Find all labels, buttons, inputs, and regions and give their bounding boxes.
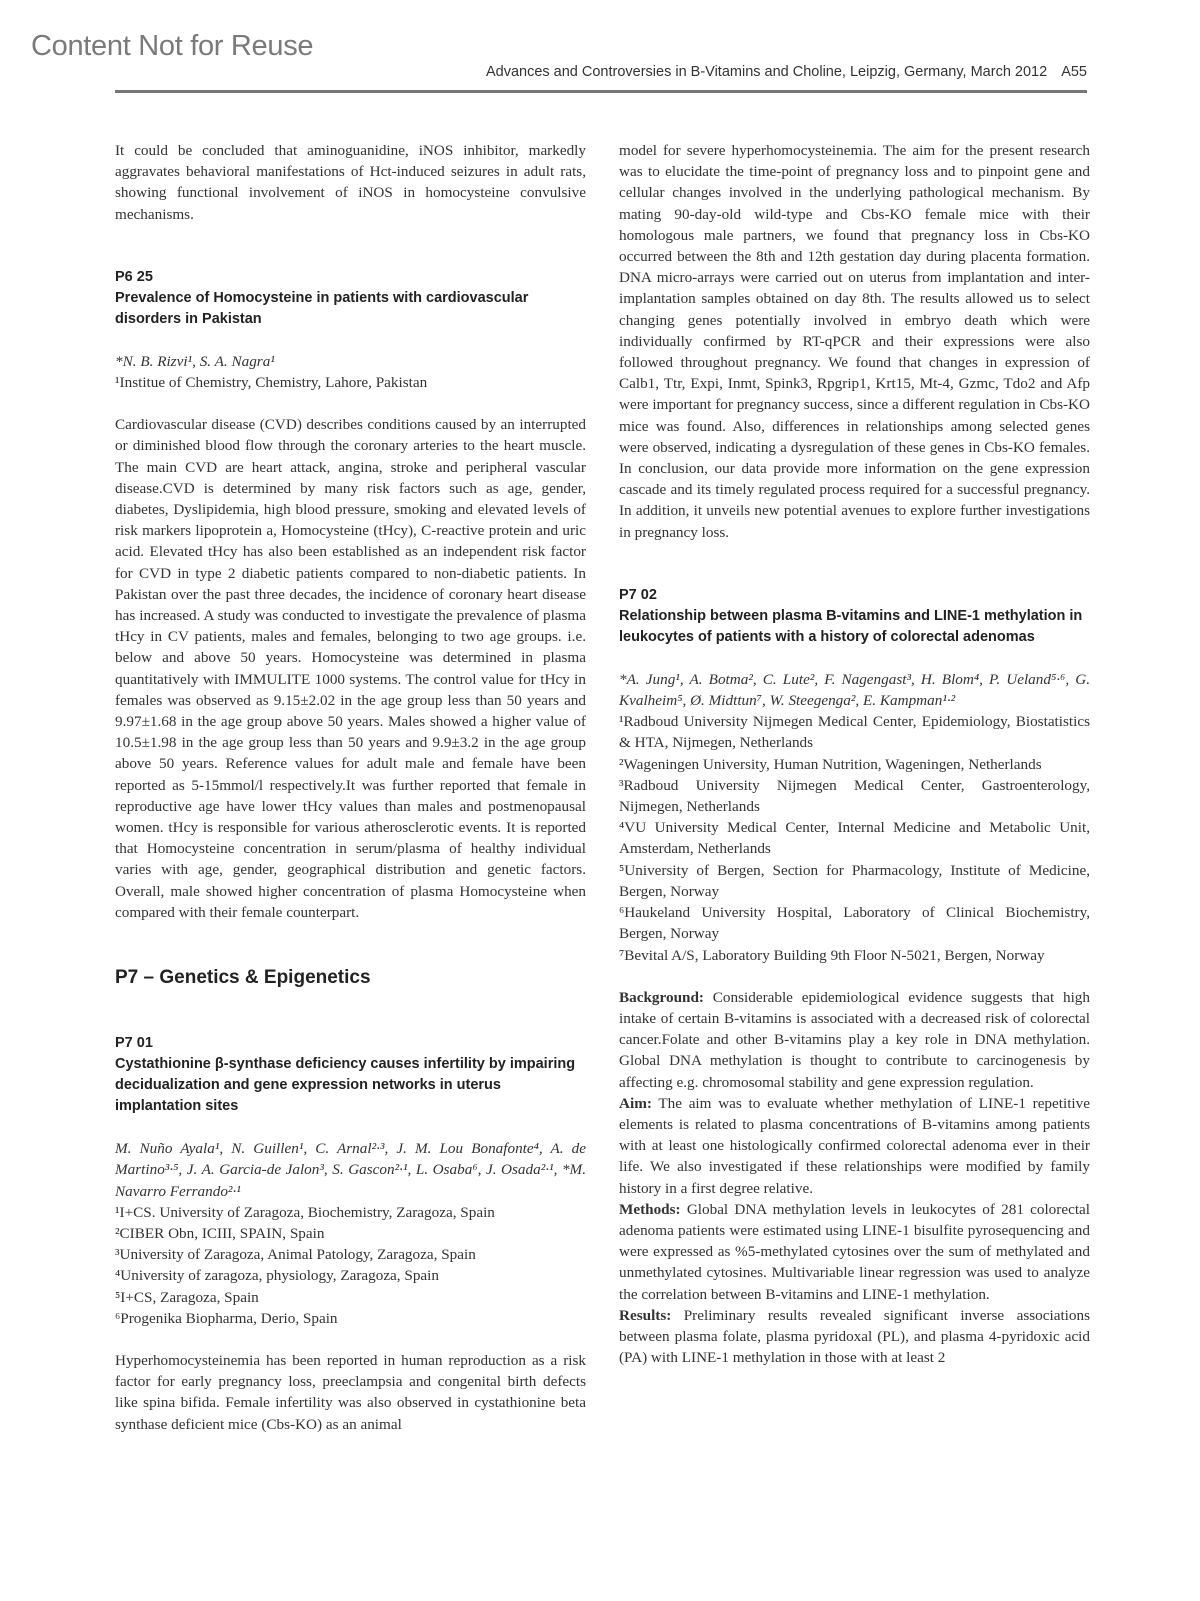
abstract-p7-01: [115, 1033, 586, 1435]
affiliation: ³Radboud University Nijmegen Medical Center, Gastroenterology, Nijmegen, Netherlands: [619, 776, 1090, 816]
author-list: M. Nuño Ayala¹, N. Guillen¹, C. Arnal²·³, J. M. Lou Bonafonte⁴, A. de Martino³·⁵, J. A. Garcia-de Jalon³, S. Gascon²·¹, L. Osaba⁶, J. Osada²·¹, *M. Navarro Ferrando²·¹: [115, 1140, 586, 1200]
affiliation: ³University of Zaragoza, Animal Patology, Zaragoza, Spain: [115, 1246, 476, 1264]
affiliation: ⁶Haukeland University Hospital, Laboratory of Clinical Biochemistry, Bergen, Norway: [619, 904, 1090, 943]
affiliation: ⁴University of zaragoza, physiology, Zaragoza, Spain: [115, 1267, 439, 1285]
affiliation: ¹Radboud University Nijmegen Medical Center, Epidemiology, Biostatistics & HTA, Nijmegen, Netherlands: [619, 713, 1090, 752]
section-text: The aim was to evaluate whether methylation of LINE-1 repetitive elements is related to plasma concentrations of B-vitamins among patients with at least one histologically confirmed colorectal adenoma ever in their life. We also investigated if these relationships were modified by family history in a first degree relative.: [619, 1094, 1090, 1197]
left-column: [115, 140, 586, 1435]
abstract-title: Relationship between plasma B-vitamins and LINE-1 methylation in leukocytes of patients with a history of colorectal adenomas: [619, 607, 1083, 645]
aim-paragraph: [619, 1093, 1090, 1199]
author-list: *A. Jung¹, A. Botma², C. Lute², F. Nagengast³, H. Blom⁴, P. Ueland⁵·⁶, G. Kvalheim⁵, Ø. Midttun⁷, W. Steegenga², E. Kampman¹·²: [619, 670, 1090, 710]
abstract-id: P7 01: [115, 1035, 153, 1052]
affiliation: ⁴VU University Medical Center, Internal Medicine and Metabolic Unit, Amsterdam, Netherlands: [619, 819, 1090, 858]
abstract-p6-25: [115, 267, 586, 923]
affiliation: ²CIBER Obn, ICIII, SPAIN, Spain: [115, 1224, 325, 1242]
affiliation: ¹I+CS. University of Zaragoza, Biochemistry, Zaragoza, Spain: [115, 1203, 495, 1221]
watermark: Content Not for Reuse: [31, 30, 314, 62]
section-label: Methods:: [619, 1200, 681, 1218]
abstract-body: Hyperhomocysteinemia has been reported in human reproduction as a risk factor for early pregnancy loss, preeclampsia and congenital birth defects like spina bifida. Female infertility was also observed in cystathionine beta synthase deficient mice (Cbs-KO) as an animal: [115, 1351, 586, 1433]
methods-paragraph: [619, 1199, 1090, 1305]
abstract-body: Cardiovascular disease (CVD) describes conditions caused by an interrupted or diminished blood flow through the coronary arteries to the heart muscle. The main CVD are heart attack, angina, stroke and peripheral vascular disease.CVD is determined by many risk factors such as age, gender, diabetes, Dyslipidemia, high blood pressure, smoking and elevated levels of risk markers lipoprotein a, Homocysteine (tHcy), C-reactive protein and uric acid. Elevated tHcy has also been established as an independent risk factor for CVD in type 2 diabetic patients compared to non-diabetic patients. In Pakistan over the past three decades, the incidence of coronary heart disease has increased. A study was conducted to investigate the prevalence of plasma tHcy in CV patients, males and females, belonging to two age groups. i.e. below and above 50 years. Homocysteine was determined in plasma quantitatively with IMMULITE 1000 systems. The control value for tHcy in females was observed as 9.15±2.02 in the age group less than 50 years and 9.97±1.68 in the age group above 50 years. Males showed a higher value of 10.5±1.98 in the age group less than 50 years and 9.9±3.2 in the age group above 50 years. Reference values for adult male and female have been reported as 5-15mmol/l respectively.It was further reported that female in reproductive age have lower tHcy values than males and postmenopausal women. tHcy is responsible for various atherosclerotic events. It is reported that Homocysteine concentration in serum/plasma of healthy individual varies with age, gender, geographical distribution and genetic factors. Overall, male showed higher concentration of plasma Homocysteine when compared with their female counterpart.: [115, 416, 586, 921]
journal-title: Advances and Controversies in B-Vitamins and Choline, Leipzig, Germany, March 2012: [485, 64, 1048, 80]
abstract-p7-02: [619, 585, 1090, 1369]
background-paragraph: [619, 987, 1090, 1093]
affiliation: ²Wageningen University, Human Nutrition, Wageningen, Netherlands: [619, 755, 1042, 773]
continuation-paragraph: It could be concluded that aminoguanidine, iNOS inhibitor, markedly aggravates behavioral manifestations of Hct-induced seizures in adult rats, showing functional involvement of iNOS in homocysteine convulsive mechanisms.: [115, 142, 586, 223]
section-label: Aim:: [619, 1094, 652, 1112]
section-text: Global DNA methylation levels in leukocytes of 281 colorectal adenoma patients were estimated using LINE-1 bisulfite pyrosequencing and were expressed as %5-methylated cytosines over the sum of methylated and unmethylated cytosines. Multivariable linear regression was used to analyze the correlation between B-vitamins and LINE-1 methylation.: [619, 1200, 1090, 1303]
abstract-id: P7 02: [619, 586, 657, 603]
affiliation: ⁵University of Bergen, Section for Pharmacology, Institute of Medicine, Bergen, Norway: [619, 861, 1090, 900]
affiliation: ⁶Progenika Biopharma, Derio, Spain: [115, 1309, 338, 1327]
section-label: Results:: [619, 1306, 672, 1324]
affiliation: ¹Institue of Chemistry, Chemistry, Lahore, Pakistan: [115, 374, 428, 392]
abstract-title: Cystathionine β-synthase deficiency causes infertility by impairing decidualization and gene expression networks in uterus implantation sites: [115, 1056, 576, 1115]
continuation-paragraph: model for severe hyperhomocysteinemia. The aim for the present research was to elucidate the time-point of pregnancy loss and to pinpoint gene and cellular changes involved in the underlying pathological mechanism. By mating 90-day-old wild-type and Cbs-KO female mice with their homologous male partners, we found that pregnancy loss in Cbs-KO occurred between the 8th and 12th gestation day during placenta formation. DNA micro-arrays were carried out on uterus from implantation and inter-implantation samples obtained on day 8th. The results allowed us to select changing genes potentially involved in embryo death which were individually confirmed by RT-qPCR and their expressions were also followed throughout pregnancy. We found that changes in expression of Calb1, Ttr, Expi, Inmt, Spink3, Rpgrip1, Krt15, Mt-4, Gzmc, Tdo2 and Afp were important for pregnancy success, since a different regulation in Cbs-KO mice was found. Also, differences in relationships among selected genes were observed, indicating a dysregulation of these genes in Cbs-KO females. In conclusion, our data provide more information on the gene expression cascade and its timely regulated process required for a successful pregnancy. In addition, it unveils new potential avenues to explore further investigations in pregnancy loss.: [619, 142, 1090, 541]
abstract-title: Prevalence of Homocysteine in patients with cardiovascular disorders in Pakistan: [115, 289, 529, 327]
section-heading: P7 – Genetics & Epigenetics: [115, 967, 371, 989]
header-rule: [115, 90, 1087, 93]
right-column: [619, 140, 1090, 1368]
section-label: Background:: [619, 988, 704, 1006]
results-paragraph: [619, 1305, 1090, 1369]
section-text: Considerable epidemiological evidence suggests that high intake of certain B-vitamins is associated with a decreased risk of colorectal cancer.Folate and other B-vitamins play a key role in DNA methylation. Global DNA methylation is thought to contribute to carcinogenesis by affecting e.g. chromosomal stability and gene expression regulation.: [619, 988, 1090, 1091]
abstract-id: P6 25: [115, 268, 153, 285]
section-text: Preliminary results revealed significant inverse associations between plasma folate, plasma pyridoxal (PL), and plasma 4-pyridoxic acid (PA) with LINE-1 methylation in those with at least 2: [619, 1306, 1090, 1367]
running-header: [115, 64, 1087, 80]
affiliation: ⁷Bevital A/S, Laboratory Building 9th Floor N-5021, Bergen, Norway: [619, 946, 1045, 964]
affiliation: ⁵I+CS, Zaragoza, Spain: [115, 1288, 259, 1306]
author-list: *N. B. Rizvi¹, S. A. Nagra¹: [115, 352, 275, 370]
page-number: A55: [1061, 64, 1087, 80]
